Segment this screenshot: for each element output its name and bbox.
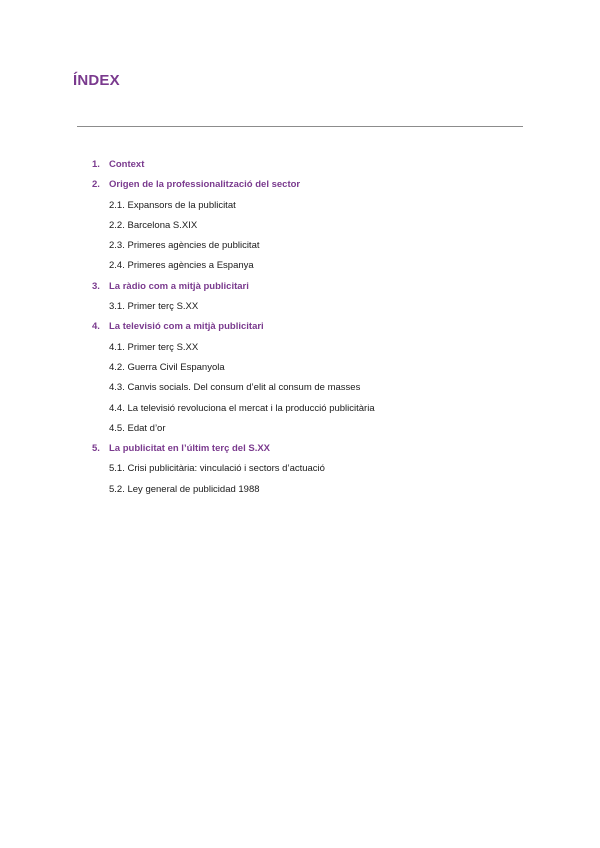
- toc-section-entry[interactable]: [0, 277, 600, 297]
- toc-subsection-entry[interactable]: [0, 216, 600, 236]
- toc-section-title: La televisió com a mitjà publicitari: [109, 321, 264, 333]
- toc-subsection-title: 5.1. Crisi publicitària: vinculació i sectors d’actuació: [109, 463, 325, 475]
- toc-subsection-title: 2.3. Primeres agències de publicitat: [109, 240, 260, 252]
- toc-section-title: Origen de la professionalització del sector: [109, 179, 301, 191]
- toc-section-entry[interactable]: [0, 439, 600, 459]
- toc-subsection-title: 4.2. Guerra Civil Espanyola: [109, 361, 225, 373]
- toc-subsection-entry[interactable]: [0, 459, 600, 479]
- toc-section-number: 5.: [92, 443, 100, 455]
- toc-section-number: 4.: [92, 321, 100, 333]
- toc-subsection-entry[interactable]: [0, 236, 600, 256]
- toc-section-title: La ràdio com a mitjà publicitari: [109, 280, 249, 292]
- toc-section-entry[interactable]: [0, 175, 600, 195]
- toc-subsection-entry[interactable]: [0, 196, 600, 216]
- toc-section-number: 1.: [92, 159, 100, 170]
- table-of-contents: [0, 155, 600, 500]
- toc-section-entry[interactable]: [0, 155, 600, 175]
- toc-subsection-title: 4.1. Primer terç S.XX: [109, 341, 199, 353]
- toc-section-number: 3.: [92, 280, 100, 292]
- toc-subsection-entry[interactable]: [0, 256, 600, 276]
- toc-subsection-entry[interactable]: [0, 378, 600, 398]
- toc-subsection-title: 4.4. La televisió revoluciona el mercat i la producció publicitària: [109, 402, 375, 414]
- toc-section-number: 2.: [92, 179, 100, 191]
- toc-subsection-entry[interactable]: [0, 399, 600, 419]
- page-title: ÍNDEX: [73, 72, 120, 89]
- toc-section-title: La publicitat en l’últim terç del S.XX: [109, 443, 271, 455]
- toc-subsection-title: 2.1. Expansors de la publicitat: [109, 199, 236, 211]
- toc-subsection-title: 5.2. Ley general de publicidad 1988: [109, 483, 260, 495]
- toc-section-title: Context: [109, 159, 145, 170]
- toc-subsection-entry[interactable]: [0, 480, 600, 500]
- title-divider: [77, 126, 523, 127]
- toc-subsection-entry[interactable]: [0, 338, 600, 358]
- toc-subsection-title: 4.5. Edat d’or: [109, 422, 166, 434]
- toc-subsection-entry[interactable]: [0, 419, 600, 439]
- toc-subsection-entry[interactable]: [0, 358, 600, 378]
- toc-subsection-title: 2.4. Primeres agències a Espanya: [109, 260, 254, 272]
- toc-subsection-title: 4.3. Canvis socials. Del consum d’elit al consum de masses: [109, 382, 361, 394]
- toc-subsection-entry[interactable]: [0, 297, 600, 317]
- toc-subsection-title: 3.1. Primer terç S.XX: [109, 301, 199, 313]
- toc-section-entry[interactable]: [0, 317, 600, 337]
- toc-subsection-title: 2.2. Barcelona S.XIX: [109, 219, 198, 231]
